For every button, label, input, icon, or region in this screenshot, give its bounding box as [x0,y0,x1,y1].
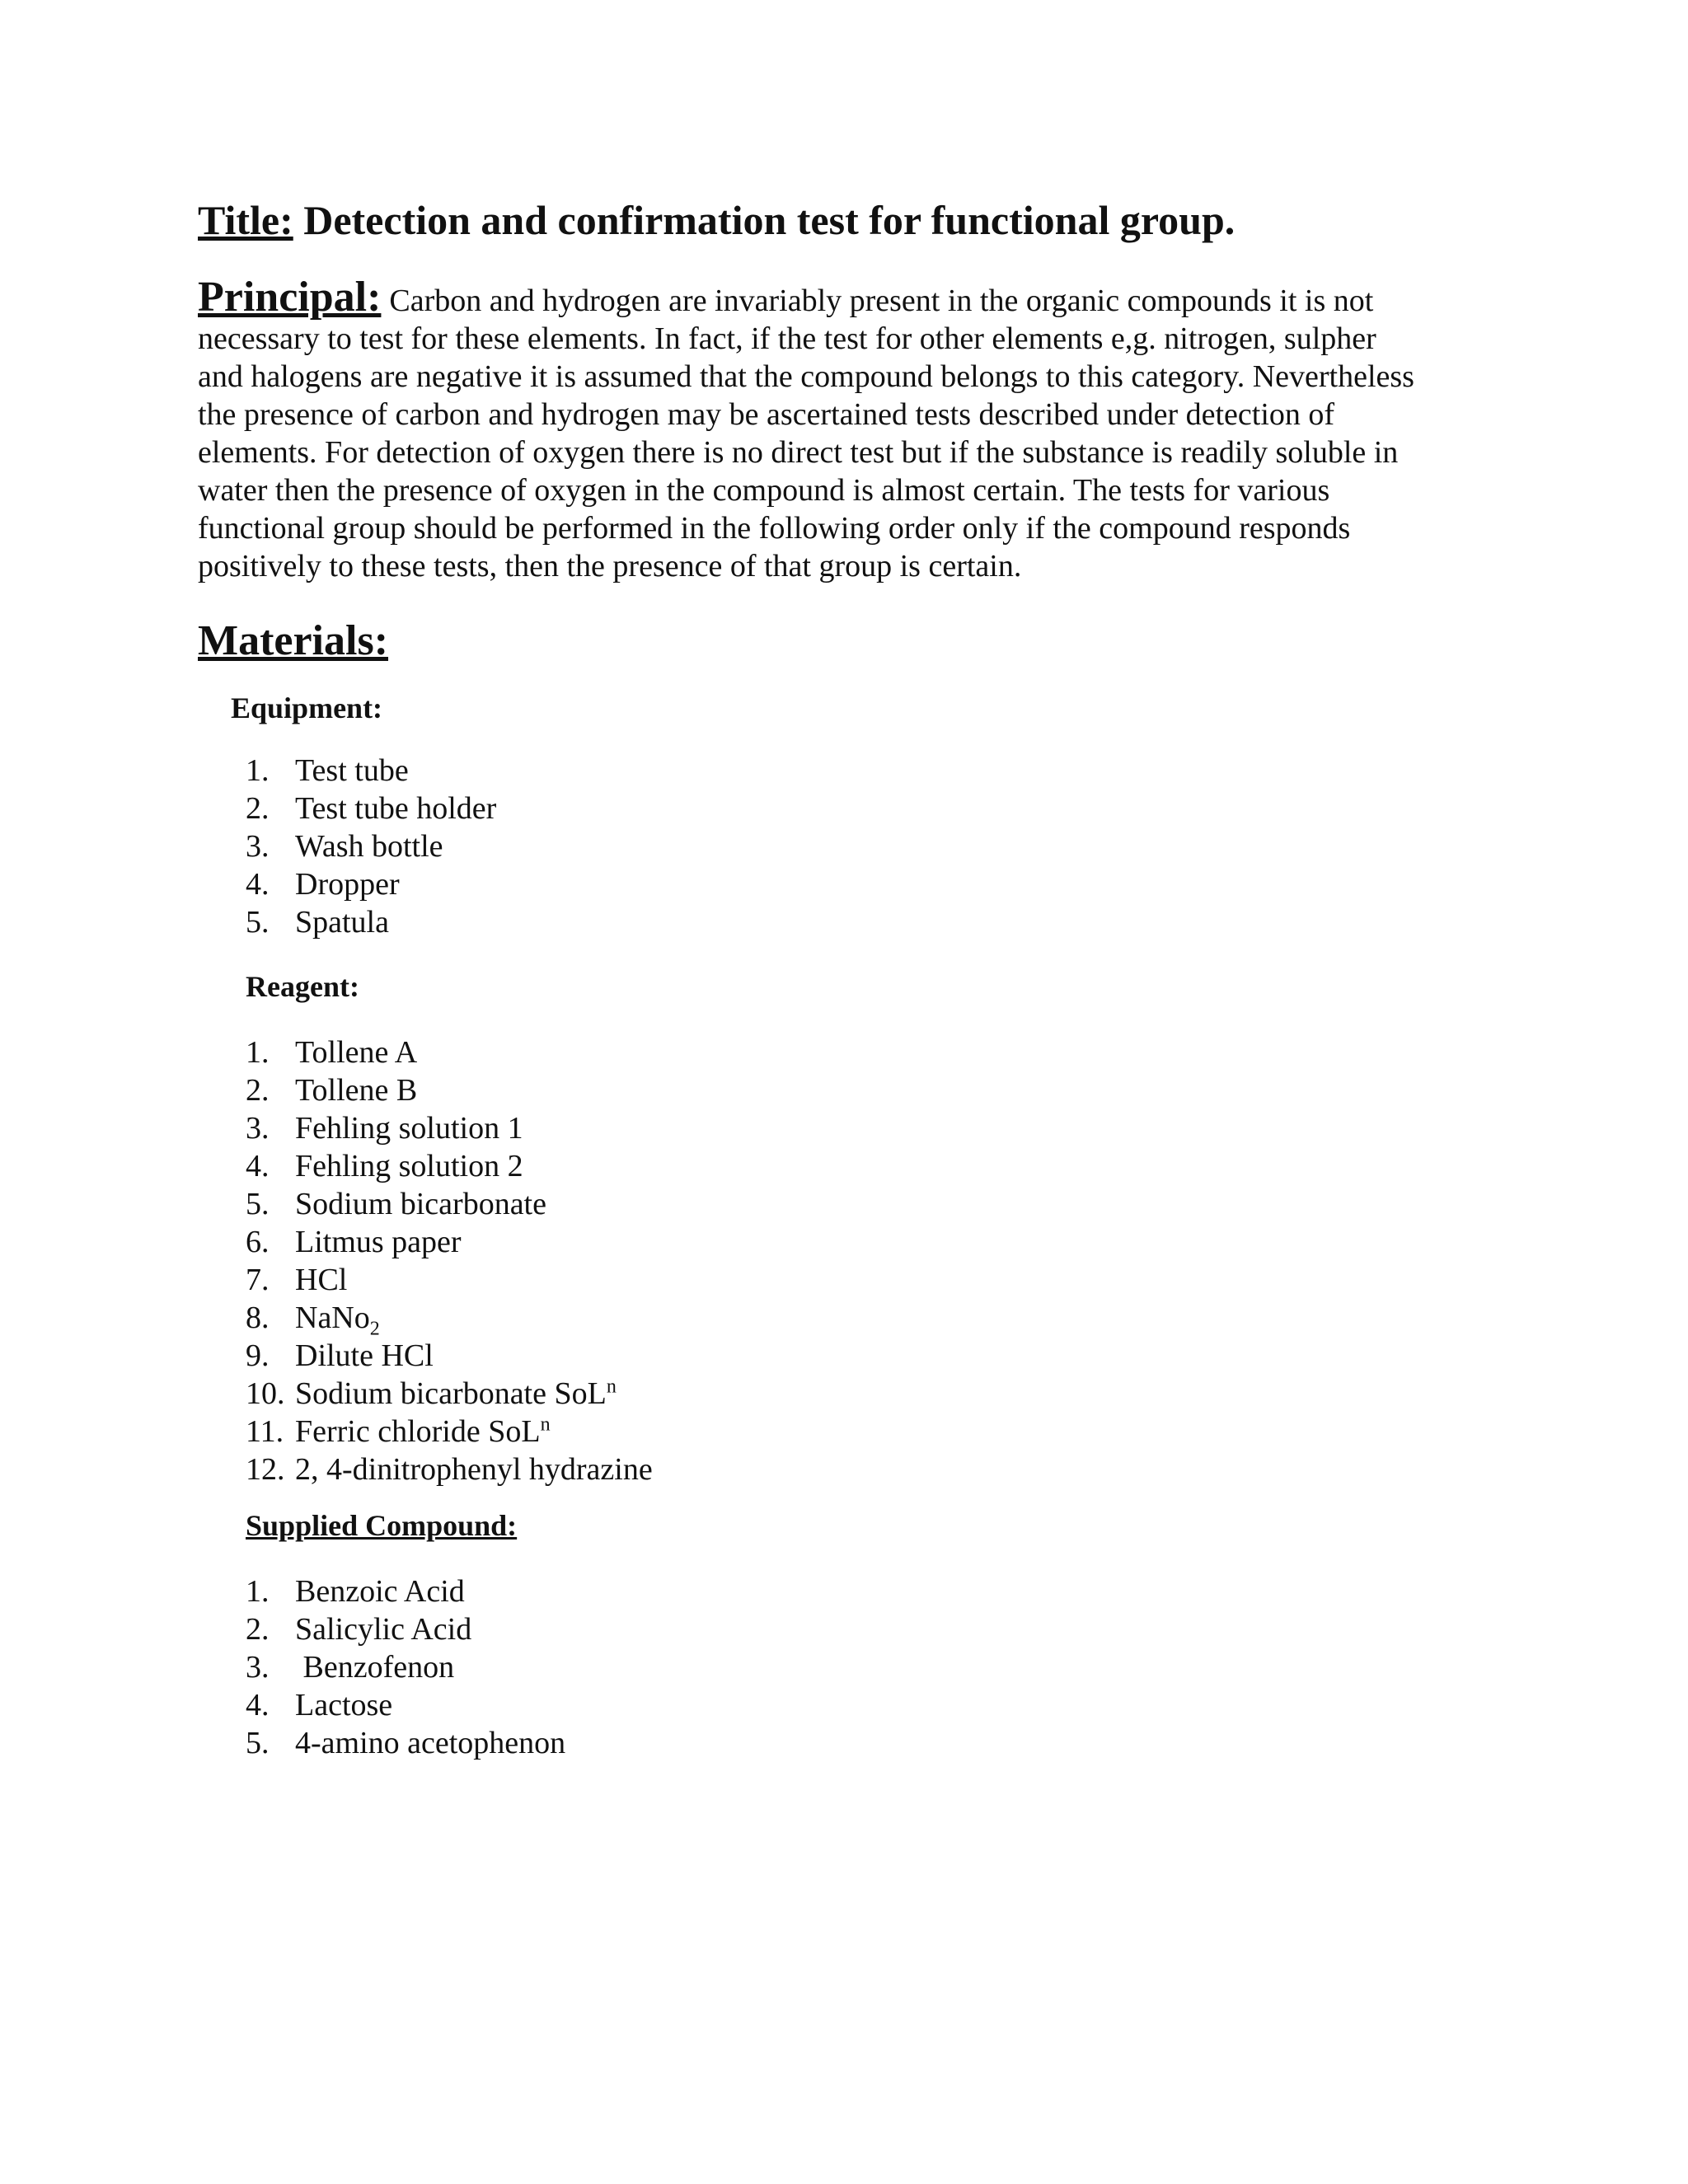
list-text: Sodium bicarbonate [295,1187,546,1221]
list-number: 9. [246,1338,270,1373]
list-item [246,1147,653,1185]
materials-heading: Materials: [198,617,389,664]
list-number: 1. [246,1035,270,1070]
list-text: Test tube [295,753,409,788]
list-item [246,1686,565,1724]
list-item [246,1648,565,1686]
principal-line-7: functional group should be performed in the following order only if the compound responds [198,511,1351,546]
list-number: 4. [246,1688,270,1722]
principal-line-1 [198,274,1484,321]
list-number: 1. [246,753,270,788]
list-number: 5. [246,1187,270,1221]
list-item [246,1033,653,1071]
list-number: 5. [246,905,270,940]
list-text: Salicylic Acid [295,1612,472,1647]
supplied-compound-list [246,1572,565,1762]
list-text: Dropper [295,867,400,902]
list-number: 8. [246,1301,270,1335]
list-item [246,1724,565,1762]
list-number: 6. [246,1225,270,1259]
title-line [198,196,1235,244]
list-number: 5. [246,1726,270,1760]
reagent-list [246,1033,653,1488]
list-item [246,1610,565,1648]
list-item [246,1375,653,1413]
list-text: Benzofenon [295,1650,455,1685]
list-item [246,1337,653,1375]
principal-line-4: the presence of carbon and hydrogen may be ascertained tests described under detection of [198,397,1335,432]
list-item [246,865,496,903]
principal-label: Principal: [198,274,382,321]
list-item [246,790,496,827]
supplied-compound-heading: Supplied Compound: [246,1509,518,1542]
principal-line-8: positively to these tests, then the presence of that group is certain. [198,549,1022,583]
title-text: Detection and confirmation test for functional group. [303,197,1236,243]
list-text: 2, 4-dinitrophenyl hydrazine [295,1452,653,1487]
principal-line-5: elements. For detection of oxygen there is no direct test but if the substance is readily soluble in [198,435,1399,470]
list-text: 4-amino acetophenon [295,1726,566,1760]
principal-text: Carbon and hydrogen are invariably present in the organic compounds it is not [389,284,1374,318]
list-number: 3. [246,829,270,864]
list-text: Spatula [295,905,389,940]
list-number: 3. [246,1650,270,1685]
list-number: 4. [246,867,270,902]
list-text: HCl [295,1263,348,1297]
list-text: Lactose [295,1688,393,1722]
list-item [246,827,496,865]
list-item [246,1299,653,1340]
list-text: Test tube holder [295,791,497,826]
list-number: 10. [246,1376,285,1411]
list-text: Wash bottle [295,829,443,864]
list-text: Fehling solution 2 [295,1149,523,1183]
list-number: 12. [246,1452,285,1487]
list-text: Dilute HCl [295,1338,434,1373]
equipment-heading: Equipment: [231,691,383,724]
list-number: 2. [246,1612,270,1647]
list-text: Fehling solution 1 [295,1111,523,1146]
subscript: 2 [369,1318,380,1340]
list-item [246,752,496,790]
principal-line-2: necessary to test for these elements. In fact, if the test for other elements e,g. nitrogen, sulpher [198,321,1376,356]
list-number: 2. [246,1073,270,1108]
list-text: Tollene A [295,1035,418,1070]
principal-line-3: and halogens are negative it is assumed that the compound belongs to this category. Nevertheless [198,359,1414,394]
list-item [246,1223,653,1261]
list-text: Benzoic Acid [295,1574,465,1609]
list-item [246,903,496,941]
list-text: Sodium bicarbonate SoL [295,1376,607,1411]
reagent-heading: Reagent: [246,970,359,1003]
list-number: 1. [246,1574,270,1609]
list-number: 7. [246,1263,270,1297]
superscript: n [540,1413,551,1436]
list-item [246,1185,653,1223]
superscript: n [606,1376,617,1398]
list-number: 4. [246,1149,270,1183]
list-number: 2. [246,791,270,826]
list-item [246,1451,653,1488]
list-item [246,1261,653,1299]
list-item [246,1413,653,1451]
list-text: NaNo [295,1301,370,1335]
list-item [246,1572,565,1610]
list-item [246,1071,653,1109]
list-number: 3. [246,1111,270,1146]
list-number: 11. [246,1414,284,1449]
list-item [246,1109,653,1147]
equipment-list [246,752,496,941]
principal-section [198,274,1484,585]
title-label: Title: [198,197,293,243]
list-text: Ferric chloride SoL [295,1414,541,1449]
list-text: Tollene B [295,1073,418,1108]
list-text: Litmus paper [295,1225,462,1259]
principal-line-6: water then the presence of oxygen in the compound is almost certain. The tests for various [198,473,1330,508]
